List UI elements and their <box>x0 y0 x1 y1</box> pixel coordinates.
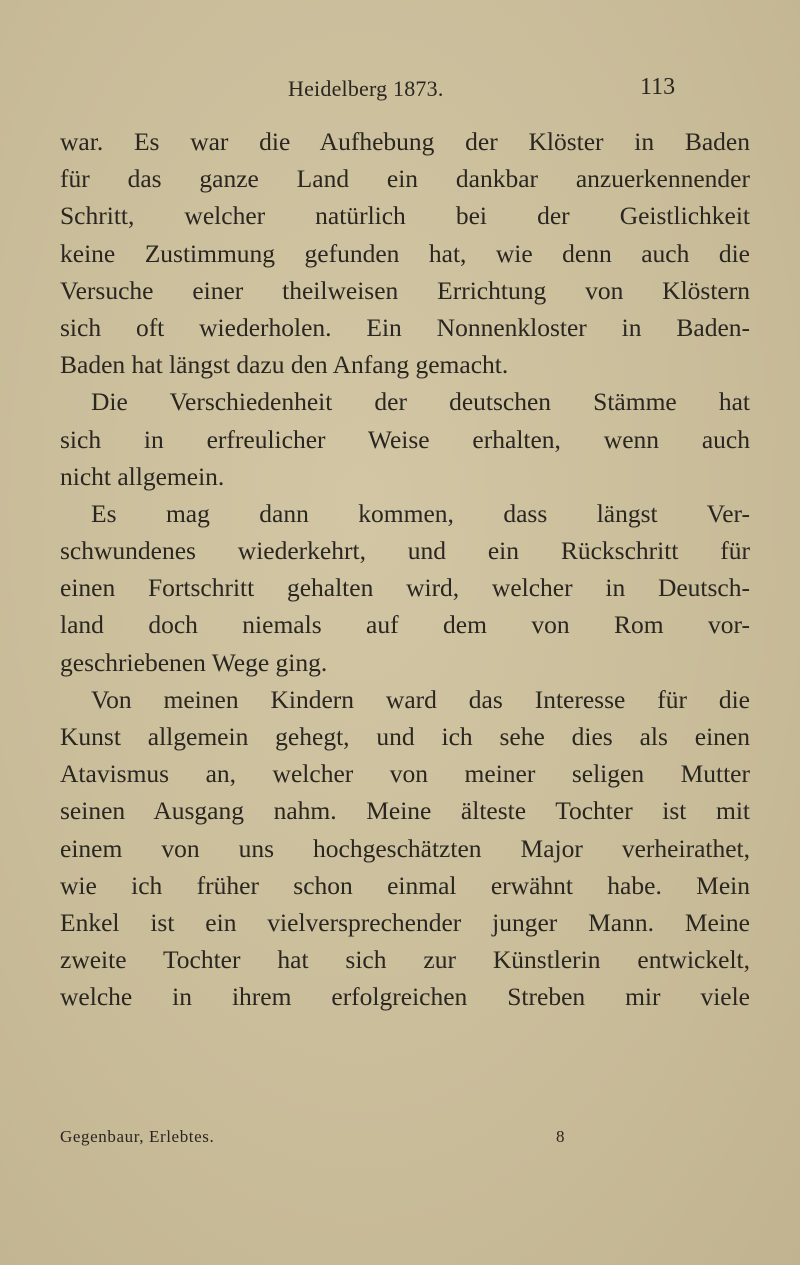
page-number: 113 <box>640 74 676 100</box>
page-footer <box>0 1127 800 1157</box>
text-line: Kunst allgemein gehegt, und ich sehe dies als einen <box>60 722 750 751</box>
text-line: Atavismus an, welcher von meiner seligen Mutter <box>60 759 750 789</box>
text-line: Die Verschiedenheit der deutschen Stämme hat <box>91 387 750 417</box>
text-line: zweite Tochter hat sich zur Künstlerin entwickelt, <box>60 945 750 975</box>
running-head: Heidelberg 1873. <box>288 76 444 101</box>
page-header <box>0 76 800 116</box>
signature-note: Gegenbaur, Erlebtes. <box>60 1127 215 1146</box>
text-line: welche in ihrem erfolgreichen Streben mir viele <box>60 982 750 1012</box>
text-line: sich oft wiederholen. Ein Nonnenkloster in Baden- <box>60 312 750 342</box>
text-line: nicht allgemein. <box>60 461 225 491</box>
signature-number: 8 <box>556 1127 565 1146</box>
text-line: Es mag dann kommen, dass längst Ver- <box>91 498 750 528</box>
body-text <box>60 123 750 1016</box>
text-line: Schritt, welcher natürlich bei der Geistlichkeit <box>60 201 750 231</box>
text-line: geschriebenen Wege ging. <box>60 647 328 677</box>
text-line: seinen Ausgang nahm. Meine älteste Tochter ist mit <box>60 796 750 826</box>
text-line: Baden hat längst dazu den Anfang gemacht. <box>60 350 509 380</box>
text-line: Versuche einer theilweisen Errichtung von Klöstern <box>60 275 750 305</box>
text-line: für das ganze Land ein dankbar anzuerkennender <box>60 164 750 194</box>
text-line: Enkel ist ein vielversprechender junger Mann. Meine <box>60 907 750 937</box>
text-line: Von meinen Kindern ward das Interesse für die <box>91 684 750 714</box>
text-line: schwundenes wiederkehrt, und ein Rückschritt für <box>60 536 750 566</box>
text-line: sich in erfreulicher Weise erhalten, wenn auch <box>60 424 750 454</box>
text-line: einen Fortschritt gehalten wird, welcher in Deutsch- <box>60 573 750 603</box>
text-line: einem von uns hochgeschätzten Major verheirathet, <box>60 833 750 863</box>
text-line: war. Es war die Aufhebung der Klöster in Baden <box>60 127 750 156</box>
text-line: wie ich früher schon einmal erwähnt habe. Mein <box>60 870 750 900</box>
text-line: keine Zustimmung gefunden hat, wie denn auch die <box>60 238 750 268</box>
text-line: land doch niemals auf dem von Rom vor- <box>60 610 750 640</box>
